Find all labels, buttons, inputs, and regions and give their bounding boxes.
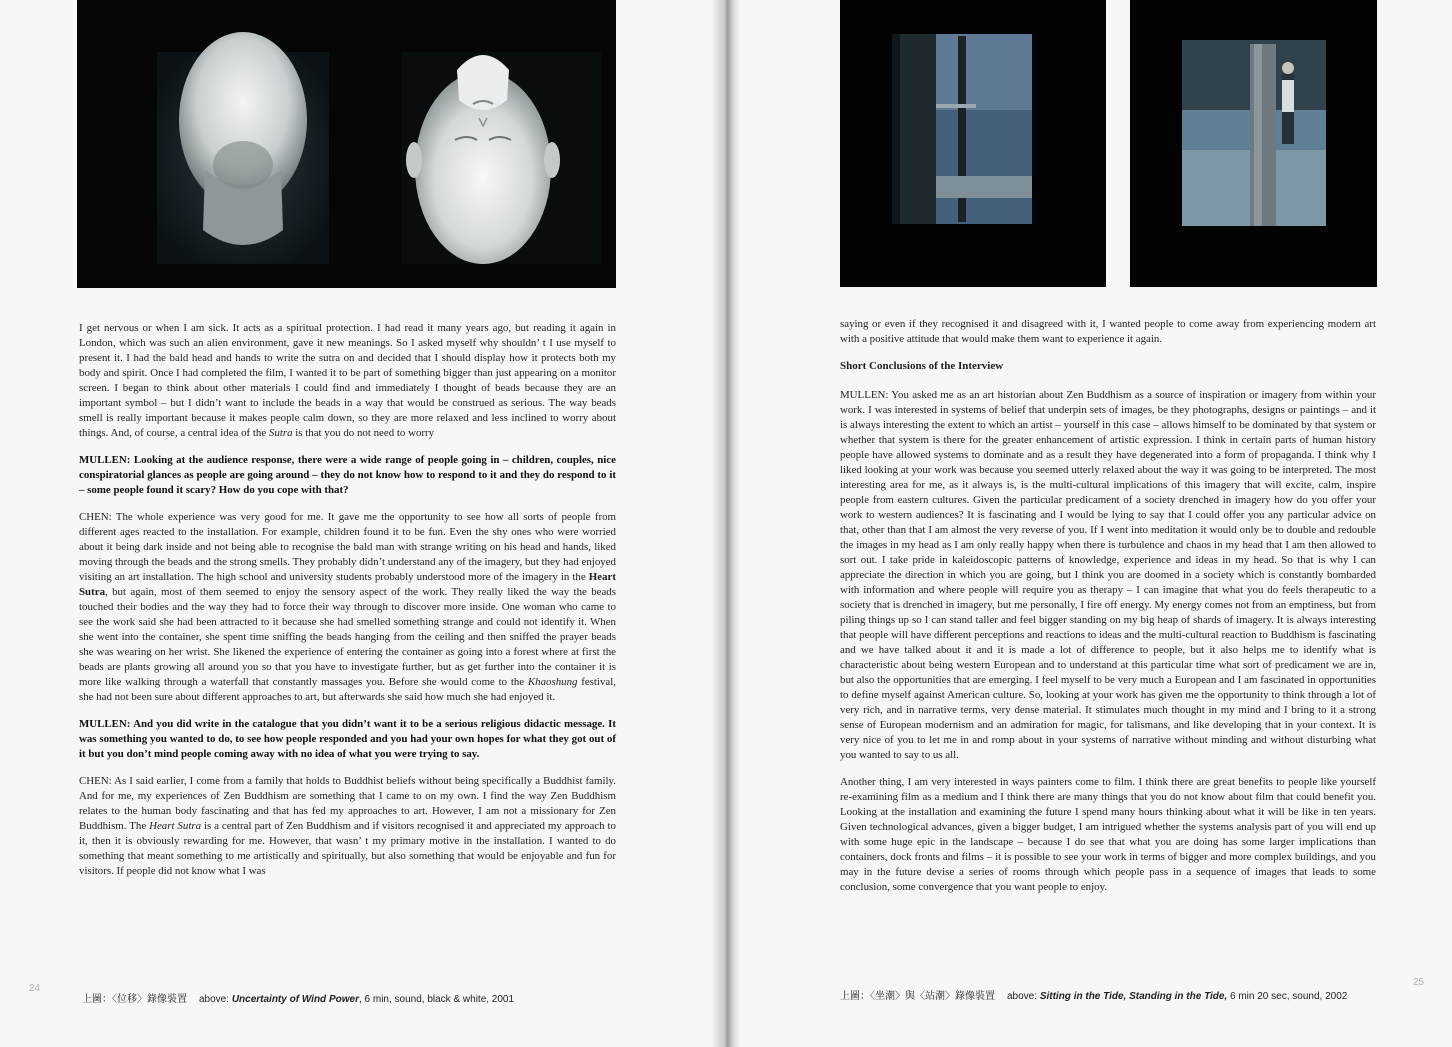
bald-head-video-frames (77, 0, 616, 288)
right-text-column (840, 317, 1376, 907)
caption-right-details: 6 min 20 sec, sound, 2002 (1227, 991, 1348, 1002)
text-run: , but again, most of them seemed to enjoy the sensory aspect of the work. They really liked the way the beads touched their bodies and the way they had to force their way through to discover more inside. One woman who came to see the work said she had been attracted to it because she had smelled something strange and could not identify it. When she went into the container, she spent time sniffing the beads hanging from the ceiling and then sniffed the prayer beads she was wearing on her wrist. She likened the experience of entering the container as going into a forest where at first the beads are plants growing all around you so that you have to investigate further, but as get further into the container it is more like walking through a waterfall that constantly massages you. Before she would come to the (79, 586, 616, 688)
video-still-uncertainty-of-wind-power (77, 0, 616, 288)
page-number-right: 25 (1413, 977, 1425, 988)
paragraph-painters-film (840, 775, 1376, 895)
paragraph-intro-sutra (79, 321, 616, 441)
section-heading-conclusions: Short Conclusions of the Interview (840, 360, 1004, 372)
question-audience-response (79, 453, 616, 498)
left-page (0, 0, 720, 1047)
caption-left-chinese: 上圖：〈位移〉錄像裝置 (82, 994, 187, 1005)
text-run: Heart Sutra (79, 571, 616, 598)
video-still-sitting-in-the-tide (840, 0, 1106, 287)
caption-right-prefix: above: (1007, 991, 1038, 1002)
text-run: festival, she had not been sure about different approaches to art, but afterwards she said how much she had enjoyed it. (79, 676, 616, 703)
text-run: Khaoshung (527, 676, 578, 688)
caption-left-prefix: above: (199, 994, 230, 1005)
caption-right-chinese: 上圖：〈坐潮〉與〈站潮〉錄像裝置 (840, 991, 995, 1002)
caption-left (82, 990, 514, 1005)
text-run: MULLEN: You asked me as an art historian about Zen Buddhism as a source of inspiration or imagery from within your work. I was interested in systems of belief that underpin sets of images, be they photographs, designs or paintings – and it is always interesting the extent to which an artist – yourself in this case – allows himself to be dominated by that system or whether that system is there for the greater enhancement of artistic expression. I think in certain parts of human history people have allowed systems to dominate and as a result they have degenerated into a form of propaganda. I think why I liked looking at your work was because you seemed utterly relaxed about the way it was going to be interpreted. The most interesting area for me, as it always is, is the multi-cultural implications of this imagery that will excite, calm, inspire people from eastern cultures. Given the particular predicament of a society drenched in imagery how do you offer your work to western audiences? It is fascinating and I would be lying to say that I could offer you any particular advice on that, other than that I am almost the very reverse of you. If I went into meditation it would only be to double and redouble the images in my head as I am only really happy when there is turbulence and chaos in my head that I am then allowed to sort out. I take pride in kaleidoscopic patterns of knowledge, experience and ideas in my head. So that is why I can appreciate the direction in which you are going, but I think you are doomed in a society which is constantly bombarded with information and where people will require you as therapy – I can imagine that what you do feels therapeutic to a society that is drenched in imagery, but me personally, I fire off energy. My energy comes not from an emptiness, but from piling things up so I can stand taller and feel bigger standing on my big heap of shards of imagery. It is always interesting that people will have different perceptions and reactions to ideas and the multi-cultural reaction to Buddhism is fascinating and we have talked about it and it is made a lot of difference to people, but it also helps me to identify what is characteristic about being western European and to understand at this particular time what sort of predicament we are in, but also the opportunities that are emerging. I feel myself to be very much a European and I am fascinated in opportunities to define myself against American culture. So, looking at your work has given me the opportunity to think through a lot of very rich, and in narrative terms, very dense material. It stimulates much thought in my mind and I bring to it a strong sense of European modernism and an admiration for magic, for talismans, and like developing that in your context. It is very nice of you to let me in and romp about in your systems of narrative without minding and without disturbing what you wanted to say to us all. (840, 389, 1376, 761)
left-text-column (79, 321, 616, 891)
book-gutter (712, 0, 740, 1047)
text-run: I get nervous or when I am sick. It acts as a spiritual protection. I had read it many years ago, but reading it again in London, which was such an alien environment, gave it new meanings. So I asked myself why shouldn’ t I use myself to present it. I had the bald head and hands to write the sutra on and decided that I should display how it protects both my body and spirit. Once I had completed the film, I wanted it to be part of something bigger than just appearing on a monitor screen. I began to think about other materials I could find and immediately I thought of beads because they are an important symbol – but I didn’t want to include the beads in a way that would be construed as serious. The way beads smell is really important because it makes people calm down, so they are more relaxed and less inclined to worry about things. And, of course, a central idea of the (79, 322, 616, 439)
text-run: Another thing, I am very interested in ways painters come to film. I think there are great benefits to people like yourself re-examining film as a medium and I think there are many things that you do not know about film that could benefit you. Looking at the installation and examining the future I spend many hours thinking about what it will be like in ten years. Given technological advances, given a bigger budget, I am intrigued whether the systems analysis part of you will end up with some huge epic in the landscape – because I do see that what you are doing has some larger implications than containers, dock fronts and films – it is possible to see your work in terms of bigger and more complex buildings, and you may in the future devise a series of rooms through which people pass in a sequence of images that leads to some conclusion, some convergence that you want people to enjoy. (840, 776, 1376, 893)
text-run: Heart Sutra (149, 820, 202, 832)
caption-right-title: Sitting in the Tide, Standing in the Tide, (1039, 991, 1228, 1002)
caption-right (840, 987, 1347, 1002)
text-run: Sutra (268, 427, 293, 439)
text-run: CHEN: As I said earlier, I come from a family that holds to Buddhist beliefs without being specifically a Buddhist family. And for me, my experiences of Zen Buddhism are something that I came to on my own. I find the way Zen Buddhism relates to the human body fascinating and that has fed my approaches to art. However, I am not a missionary for Zen Buddhism. The (79, 775, 616, 832)
question-didactic-message (79, 717, 616, 762)
text-run: MULLEN: Looking at the audience response, there were a wide range of people going in – children, couples, nice conspiratorial glances as people are going around – they do not know how to respond to it and they do respond to it – some people found it scary? How do you cope with that? (79, 454, 616, 496)
paragraph-mullen-conclusion (840, 388, 1376, 763)
text-run: is a central part of Zen Buddhism and if visitors recognised it and appreciated my approach to it, then it is obviously rewarding for me. However, that wasn’ t my primary motive in the installation. I wanted to do something that meant something to me artistically and spiritually, but also something that would be enjoyable and fun for visitors. If people did not know what I was (79, 820, 617, 877)
paragraph-positive-attitude (840, 317, 1376, 347)
right-page (726, 0, 1452, 1047)
text-run: MULLEN: And you did write in the catalogue that you didn’t want it to be a serious religious didactic message. It was something you wanted to do, to see how people responded and you had your own hopes for what they got out of it but you don’t mind people coming away with no idea of what you were trying to say. (79, 718, 616, 760)
text-run: saying or even if they recognised it and disagreed with it, I wanted people to come away from experiencing modern art with a positive attitude that would make them want to experience it again. (840, 318, 1376, 345)
dock-figure-frame-right (1130, 0, 1377, 287)
text-run: CHEN: The whole experience was very good for me. It gave me the opportunity to see how all sorts of people from different ages reacted to the installation. For example, children found it to be fun. Even the shy ones who were worried about it being dark inside and not being able to recognise the bald man with strange writing on his head and hands, liked moving through the beads and the strong smells. They probably didn’t understand any of the imagery, but they had enjoyed visiting an art installation. The high school and university students probably understood more of the imagery in the (79, 511, 616, 583)
video-still-standing-in-the-tide (1130, 0, 1377, 287)
dock-water-frame-left (840, 0, 1106, 287)
answer-zen-buddhism (79, 774, 616, 879)
text-run: is that you do not need to worry (292, 427, 435, 439)
caption-left-details: , 6 min, sound, black & white, 2001 (358, 994, 515, 1005)
caption-left-title: Uncertainty of Wind Power (231, 994, 359, 1005)
page-number-left: 24 (29, 983, 41, 994)
answer-audience-experience (79, 510, 616, 705)
